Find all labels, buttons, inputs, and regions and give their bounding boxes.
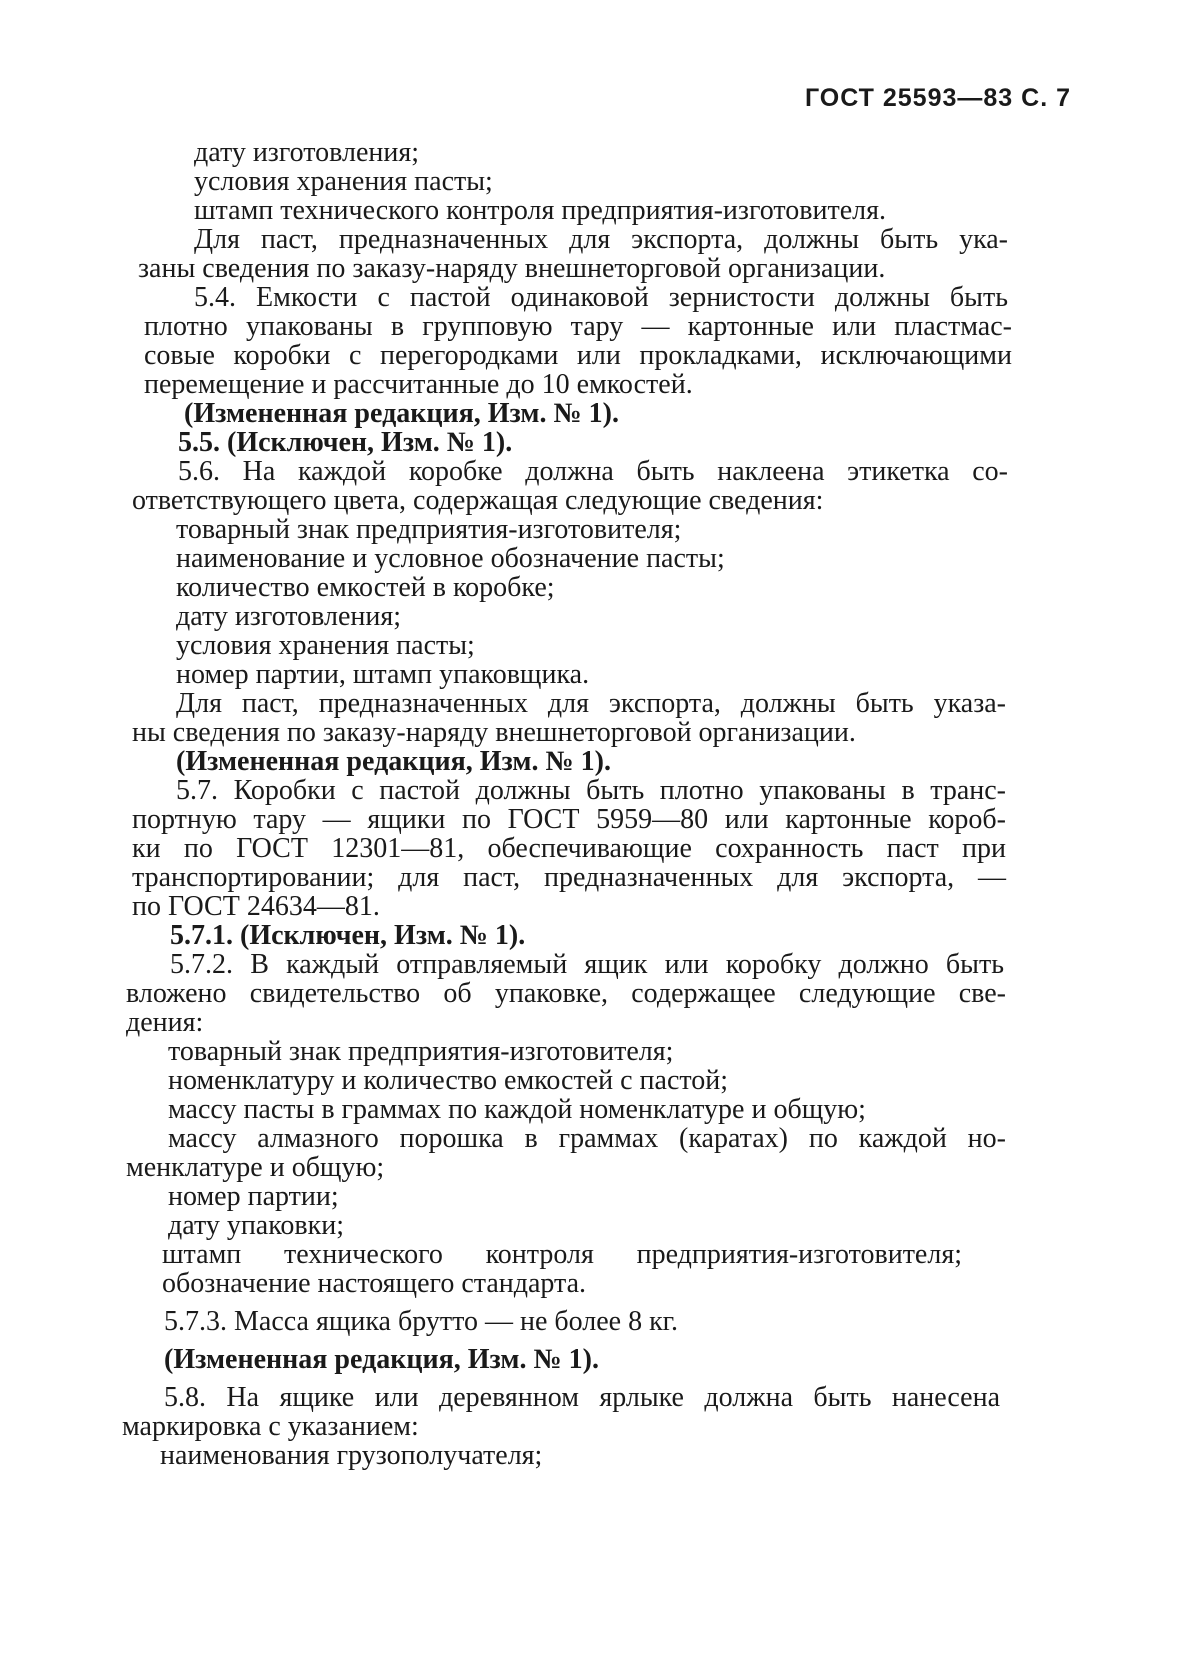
text-line: наименование и условное обозначение пасты; xyxy=(176,543,725,574)
text-line: ны сведения по заказу-наряду внешнеторговой организации. xyxy=(132,717,856,748)
text-line: заны сведения по заказу-наряду внешнеторговой организации. xyxy=(138,253,886,284)
text-line: Для паст, предназначенных для экспорта, должны быть ука- xyxy=(194,224,1008,255)
text-line: товарный знак предприятия-изготовителя; xyxy=(168,1036,674,1067)
text-line: 5.7.2. В каждый отправляемый ящик или коробку должно быть xyxy=(170,949,1004,980)
text-line: по ГОСТ 24634—81. xyxy=(132,891,380,922)
text-line: ответствующего цвета, содержащая следующие сведения: xyxy=(132,485,824,516)
text-line: массу пасты в граммах по каждой номенклатуре и общую; xyxy=(168,1094,866,1125)
text-line: маркировка с указанием: xyxy=(122,1411,419,1442)
text-line: 5.6. На каждой коробке должна быть наклеена этикетка со- xyxy=(178,456,1008,487)
text-line: наименования грузополучателя; xyxy=(160,1440,543,1471)
text-line: 5.4. Емкости с пастой одинаковой зернистости должны быть xyxy=(194,282,1008,313)
text-line: дату упаковки; xyxy=(168,1210,344,1241)
text-line: номер партии, штамп упаковщика. xyxy=(176,659,590,690)
text-line: штамп технического контроля предприятия-изготовителя; xyxy=(162,1239,962,1270)
text-line: портную тару — ящики по ГОСТ 5959—80 или картонные короб- xyxy=(132,804,1006,835)
text-line: Для паст, предназначенных для экспорта, должны быть указа- xyxy=(176,688,1006,719)
document-body xyxy=(122,137,1084,1471)
text-line: менклатуре и общую; xyxy=(126,1152,385,1183)
text-line: дения: xyxy=(126,1007,204,1038)
text-line: условия хранения пасты; xyxy=(194,166,493,197)
text-line: перемещение и рассчитанные до 10 емкостей. xyxy=(144,369,693,400)
amendment-note: (Измененная редакция, Изм. № 1). xyxy=(176,746,611,777)
text-line: количество емкостей в коробке; xyxy=(176,572,555,603)
text-line: плотно упакованы в групповую тару — картонные или пластмас- xyxy=(144,311,1012,342)
text-line: массу алмазного порошка в граммах (каратах) по каждой но- xyxy=(168,1123,1006,1154)
excluded-clause: 5.7.1. (Исключен, Изм. № 1). xyxy=(170,920,526,951)
text-line: 5.8. На ящике или деревянном ярлыке должна быть нанесена xyxy=(164,1382,1000,1413)
text-line: транспортировании; для паст, предназначенных для экспорта, — xyxy=(132,862,1006,893)
text-line: дату изготовления; xyxy=(194,137,420,168)
amendment-note: (Измененная редакция, Изм. № 1). xyxy=(164,1344,599,1375)
text-line: номенклатуру и количество емкостей с пастой; xyxy=(168,1065,729,1096)
text-line: 5.7. Коробки с пастой должны быть плотно упакованы в транс- xyxy=(176,775,1006,806)
text-line: товарный знак предприятия-изготовителя; xyxy=(176,514,682,545)
text-line: ки по ГОСТ 12301—81, обеспечивающие сохранность паст при xyxy=(132,833,1006,864)
text-line: штамп технического контроля предприятия-изготовителя. xyxy=(194,195,886,226)
excluded-clause: 5.5. (Исключен, Изм. № 1). xyxy=(178,427,513,458)
text-line: номер партии; xyxy=(168,1181,339,1212)
text-line: вложено свидетельство об упаковке, содержащее следующие све- xyxy=(126,978,1006,1009)
text-line: обозначение настоящего стандарта. xyxy=(162,1268,587,1299)
text-line: дату изготовления; xyxy=(176,601,402,632)
text-line: условия хранения пасты; xyxy=(176,630,475,661)
text-line: совые коробки с перегородками или прокладками, исключающими xyxy=(144,340,1012,371)
amendment-note: (Измененная редакция, Изм. № 1). xyxy=(184,398,619,429)
page-header: ГОСТ 25593—83 С. 7 xyxy=(804,84,1071,112)
text-line: 5.7.3. Масса ящика брутто — не более 8 кг. xyxy=(164,1306,679,1337)
